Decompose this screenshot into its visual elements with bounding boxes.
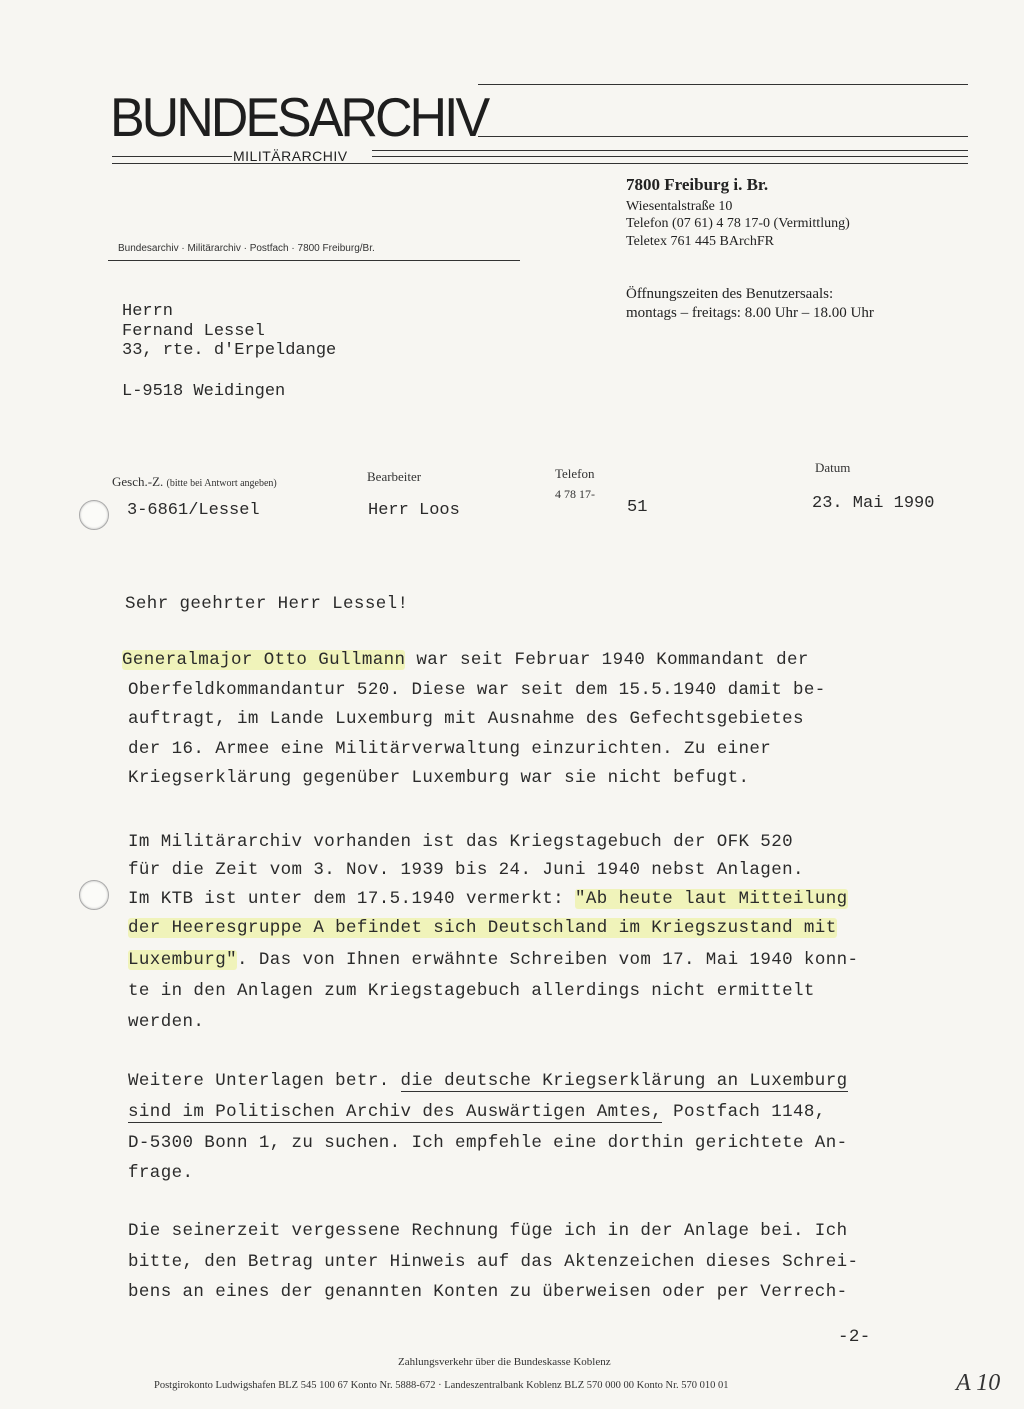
p2-line6: te in den Anlagen zum Kriegstagebuch allerdings nicht ermittelt <box>128 981 815 1001</box>
clerk-label: Bearbeiter <box>367 469 422 484</box>
underline-declaration: die deutsche Kriegserklärung an Luxemburg <box>400 1071 848 1091</box>
p3-line2-rest: Postfach 1148, <box>662 1102 826 1122</box>
ref-label-text: Gesch.-Z. <box>112 474 164 489</box>
phone-prefix: 4 78 17- <box>555 487 595 501</box>
highlight-quote-1: "Ab heute laut Mitteilung <box>574 889 848 909</box>
footer-line1: Zahlungsverkehr über die Bundeskasse Koblenz <box>398 1356 611 1368</box>
p2-line5-rest: . Das von Ihnen erwähnte Schreiben vom 17. Mai 1940 konn- <box>237 950 859 970</box>
ref-value: 3-6861/Lessel <box>127 501 260 520</box>
recipient-name: Fernand Lessel <box>122 322 265 341</box>
p4-line3: bens an eines der genannten Konten zu überweisen oder per Verrech- <box>128 1282 848 1302</box>
ref-label <box>112 474 277 490</box>
letterhead-rule-top <box>478 84 968 85</box>
hours-text: montags – freitags: 8.00 Uhr – 18.00 Uhr <box>626 305 874 321</box>
p4-line1: Die seinerzeit vergessene Rechnung füge ich in der Anlage bei. Ich <box>128 1221 848 1241</box>
punch-hole-top <box>79 500 109 530</box>
p3-line1-start: Weitere Unterlagen betr. <box>128 1071 401 1091</box>
p1-line3: auftragt, im Lande Luxemburg mit Ausnahme des Gefechtsgebietes <box>128 709 804 729</box>
letterhead-rule-sub-right2 <box>372 156 968 157</box>
highlight-quote-2: der Heeresgruppe A befindet sich Deutschland im Kriegszustand mit <box>128 918 837 938</box>
p2-line4 <box>128 918 837 938</box>
letterhead-rule-mid <box>478 136 968 137</box>
letterhead-rule-sub-right <box>372 150 968 151</box>
letterhead-logo: BUNDESARCHIV <box>110 87 488 149</box>
p1-line4: der 16. Armee eine Militärverwaltung einzurichten. Zu einer <box>128 739 772 759</box>
p2-line3-start: Im KTB ist unter dem 17.5.1940 vermerkt: <box>128 889 575 909</box>
letterhead-rule-sub-left <box>112 156 232 157</box>
date-value: 23. Mai 1990 <box>812 494 935 513</box>
office-telex: Teletex 761 445 BArchFR <box>626 234 774 249</box>
p2-line3 <box>128 889 848 909</box>
sender-line: Bundesarchiv · Militärarchiv · Postfach · 7800 Freiburg/Br. <box>118 243 375 254</box>
clerk-value: Herr Loos <box>368 501 460 520</box>
recipient-salutation: Herrn <box>122 302 174 321</box>
recipient-city: L-9518 Weidingen <box>122 382 286 401</box>
p2-line2: für die Zeit vom 3. Nov. 1939 bis 24. Juni 1940 nebst Anlagen. <box>128 860 804 880</box>
hours-title: Öffnungszeiten des Benutzersaals: <box>626 286 834 302</box>
p2-line7: werden. <box>128 1012 205 1032</box>
p3-line4: frage. <box>128 1163 194 1183</box>
phone-ext: 51 <box>627 498 648 517</box>
handwritten-annotation: A 10 <box>956 1370 1001 1396</box>
footer-line2: Postgirokonto Ludwigshafen BLZ 545 100 67 Konto Nr. 5888-672 · Landeszentralbank Koblenz BLZ 570 000 00 Konto Nr. 570 010 01 <box>154 1380 729 1391</box>
sender-line-rule <box>108 260 520 261</box>
punch-hole-bottom <box>79 880 109 910</box>
ref-label-note: (bitte bei Antwort angeben) <box>166 478 277 489</box>
date-label: Datum <box>815 460 851 475</box>
greeting: Sehr geehrter Herr Lessel! <box>125 594 409 614</box>
phone-label: Telefon <box>555 466 595 481</box>
p4-line2: bitte, den Betrag unter Hinweis auf das Aktenzeichen dieses Schrei- <box>128 1252 859 1272</box>
p3-line2 <box>128 1102 826 1122</box>
p3-line3: D-5300 Bonn 1, zu suchen. Ich empfehle eine dorthin gerichtete An- <box>128 1133 848 1153</box>
p1-line1-rest: war seit Februar 1940 Kommandant der <box>405 650 809 670</box>
p1-line5: Kriegserklärung gegenüber Luxemburg war sie nicht befugt. <box>128 768 750 788</box>
page-mark: -2- <box>838 1327 871 1347</box>
p2-line5 <box>128 950 858 970</box>
office-city: 7800 Freiburg i. Br. <box>626 175 769 194</box>
p3-line1 <box>128 1071 848 1091</box>
highlight-general: Generalmajor Otto Gullmann <box>122 650 406 670</box>
p2-line1: Im Militärarchiv vorhanden ist das Kriegstagebuch der OFK 520 <box>128 832 794 852</box>
office-street: Wiesentalstraße 10 <box>626 199 733 214</box>
highlight-quote-3: Luxemburg" <box>128 950 238 970</box>
p1-line1 <box>122 650 809 670</box>
letterhead-subtitle: MILITÄRARCHIV <box>233 148 348 164</box>
office-phone: Telefon (07 61) 4 78 17-0 (Vermittlung) <box>626 216 850 231</box>
p1-line2: Oberfeldkommandantur 520. Diese war seit dem 15.5.1940 damit be- <box>128 680 826 700</box>
underline-archive: sind im Politischen Archiv des Auswärtigen Amtes, <box>128 1102 663 1122</box>
recipient-street: 33, rte. d'Erpeldange <box>122 341 337 360</box>
